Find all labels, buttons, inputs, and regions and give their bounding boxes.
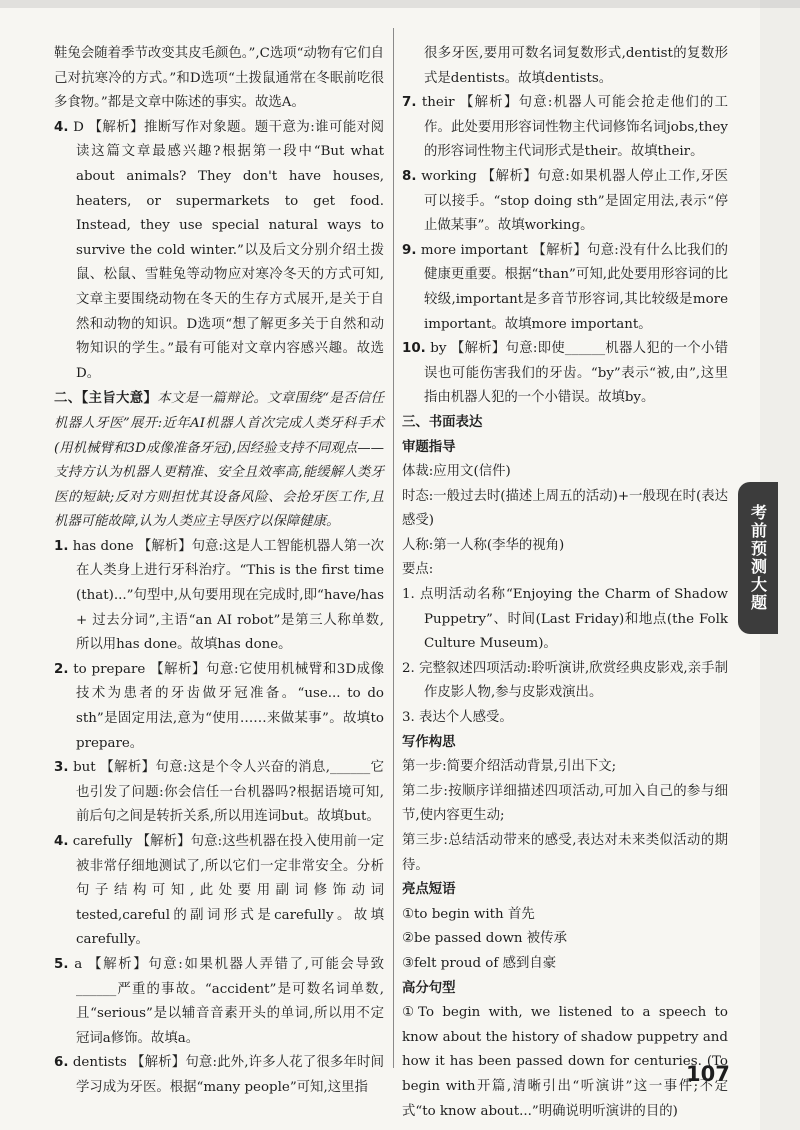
- step-3: 第三步:总结活动带来的感受,表达对未来类似活动的期待。: [402, 833, 728, 873]
- right-column: [402, 42, 728, 1124]
- side-tab: [738, 482, 778, 634]
- answer-item-10: 10. by 【解析】句意:即使______机器人犯的一个小错误也可能伤害我们的牙齿。“by”表示“被,由”,这里指由机器人犯的一个小错误。故填by。: [402, 341, 728, 406]
- answer-item-4b: 4. carefully 【解析】句意:这些机器在投入使用前一定被非常仔细地测试了,所以它们一定非常安全。分析句子结构可知,此处要用副词修饰动词tested,careful的副词形式是carefully。故填carefully。: [54, 834, 384, 948]
- section-2-summary: 二、【主旨大意】本文是一篇辩论。文章围绕“是否信任机器人牙医”展开:近年AI机器人首次完成人类牙科手术(用机械臂和3D成像准备牙冠),因经验支持不同观点——支持方认为机器人更精准、安全且效率高,能缓解人类牙医的短缺;反对方则担忧其设备风险、会抢牙医工作,且机器可能故障,认为人类应主导医疗以保障健康。: [54, 390, 384, 530]
- answer-item-7: 7. their 【解析】句意:机器人可能会抢走他们的工作。此处要用形容词性物主代词修饰名词jobs,they的形容词性物主代词形式是their。故填their。: [402, 95, 728, 160]
- point-1: 1. 点明活动名称“Enjoying the Charm of Shadow Puppetry”、时间(Last Friday)和地点(the Folk Culture Museum)。: [402, 587, 728, 652]
- phrase-2: ②be passed down 被传承: [402, 931, 567, 947]
- answer-item-1: 1. has done 【解析】句意:这是人工智能机器人第一次在人类身上进行牙科治疗。“This is the first time (that)...”句型中,从句要用现在完成时,即“have/has + 过去分词”,主语“an AI robot”是第三人称单数,所以用has done。故填has done。: [54, 538, 384, 653]
- side-tab-label: 考前预测大题: [748, 504, 768, 612]
- column-divider: [393, 28, 394, 1068]
- tense-line: 时态:一般过去时(描述上周五的活动)+一般现在时(表达感受): [402, 488, 728, 529]
- point-3: 3. 表达个人感受。: [402, 710, 513, 726]
- page-number: 107: [686, 1062, 730, 1086]
- right-paragraph-continued: 很多牙医,要用可数名词复数形式,dentist的复数形式是dentists。故填dentists。: [424, 46, 728, 86]
- review-guide-heading: 审题指导: [402, 439, 456, 455]
- answer-item-8: 8. working 【解析】句意:如果机器人停止工作,牙医可以接手。“stop doing sth”是固定用法,表示“停止做某事”。故填working。: [402, 168, 728, 234]
- point-2: 2. 完整叙述四项活动:聆听演讲,欣赏经典皮影戏,亲手制作皮影人物,参与皮影戏演出。: [402, 660, 728, 701]
- step-1: 第一步:简要介绍活动背景,引出下文;: [402, 759, 617, 775]
- phrase-heading: 亮点短语: [402, 882, 456, 898]
- answer-item-5: 5. a 【解析】句意:如果机器人弄错了,可能会导致______严重的事故。“accident”是可数名词单数,且“serious”是以辅音音素开头的单词,所以用不定冠词a修饰。故填a。: [54, 956, 384, 1046]
- genre-line: 体裁:应用文(信件): [402, 464, 511, 480]
- writing-idea-heading: 写作构思: [402, 734, 456, 750]
- person-line: 人称:第一人称(李华的视角): [402, 537, 565, 553]
- high-score-sentence: ①To begin with, we listened to a speech to know about the history of shadow puppetry and how it has been passed down for centuries. (To begin with开篇,清晰引出“听演讲”这一事件;不定式“to know about...”明确说明听演讲的目的): [402, 1005, 728, 1119]
- step-2: 第二步:按顺序详细描述四项活动,可加入自己的参与细节,使内容更生动;: [402, 783, 728, 824]
- section-3-heading: 三、书面表达: [402, 414, 483, 430]
- answer-item-3: 3. but 【解析】句意:这是个令人兴奋的消息,______它也引发了问题:你会信任一台机器吗?根据语境可知,前后句之间是转折关系,所以用连词but。故填but。: [54, 760, 384, 825]
- phrase-3: ③felt proud of 感到自豪: [402, 955, 557, 971]
- answer-item-4: 4. D 【解析】推断写作对象题。题干意为:谁可能对阅读这篇文章最感兴趣?根据第一段中“But what about animals? They don't have houses, heaters, or supermarkets to get food. Instead, they use special natural ways to survive the cold winter.”以及后文分别介绍土拨鼠、松鼠、雪鞋兔等动物应对寒冷冬天的方式可知,文章主要围绕动物在冬天的生存方式展开,是关于自然和动物的知识。D选项“想了解更多关于自然和动物知识的学生。”最有可能对文章内容感兴趣。故选D。: [54, 119, 384, 381]
- sentence-heading: 高分句型: [402, 980, 456, 996]
- left-paragraph-continued: 鞋兔会随着季节改变其皮毛颜色。”,C选项“动物有它们自己对抗寒冷的方式。”和D选项“土拨鼠通常在冬眠前吃很多食物。”都是文章中陈述的事实。故选A。: [54, 46, 384, 111]
- answer-item-6: 6. dentists 【解析】句意:此外,许多人花了很多年时间学习成为牙医。根据“many people”可知,这里指: [54, 1055, 384, 1095]
- points-label: 要点:: [402, 562, 434, 578]
- phrase-1: ①to begin with 首先: [402, 906, 535, 922]
- answer-item-9: 9. more important 【解析】句意:没有什么比我们的健康更重要。根据“than”可知,此处要用形容词的比较级,important是多音节形容词,其比较级是more important。故填more important。: [402, 242, 728, 332]
- left-column: [54, 42, 384, 1101]
- answer-item-2: 2. to prepare 【解析】句意:它使用机械臂和3D成像技术为患者的牙齿做牙冠准备。“use... to do sth”是固定用法,意为“使用……来做某事”。故填to prepare。: [54, 661, 384, 751]
